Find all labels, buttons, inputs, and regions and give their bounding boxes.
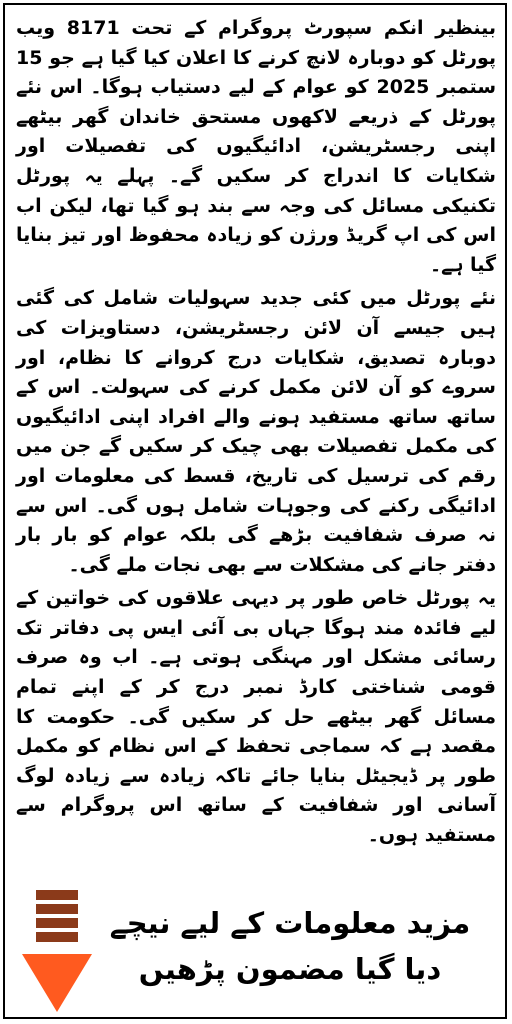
arrow-bar-1 [36,890,78,900]
arrow-bar-3 [36,918,78,928]
read-more-line-2: دیا گیا مضمون پڑھیں [138,952,442,986]
read-more-text[interactable] [80,900,500,992]
article-paragraph-1: بینظیر انکم سپورٹ پروگرام کے تحت 8171 ویب پورٹل کو دوبارہ لانچ کرنے کا اعلان کیا گیا ہے جو 15 ستمبر 2025 کو عوام کے لیے دستیاب ہوگا۔ اس نئے پورٹل کے ذریعے لاکھوں مستحق خاندان گھر بیٹھے اپنی رجسٹریشن، ادائیگیوں کی تفصیلات اور شکایات کا اندراج کر سکیں گے۔ پہلے یہ پورٹل تکنیکی مسائل کی وجہ سے بند ہو گیا تھا، لیکن اب اس کی اپ گریڈ ورژن کو زیادہ محفوظ اور تیز بنایا گیا ہے۔ [16,17,497,276]
article-paragraph-3: یہ پورٹل خاص طور پر دیہی علاقوں کی خواتین کے لیے فائدہ مند ہوگا جہاں بی آئی ایس پی دفاتر تک رسائی مشکل اور مہنگی ہوتی ہے۔ اب وہ صرف قومی شناختی کارڈ نمبر درج کر کے اپنے تمام مسائل گھر بیٹھے حل کر سکیں گی۔ حکومت کا مقصد ہے کہ سماجی تحفظ کے اس نظام کو مکمل طور پر ڈیجیٹل بنایا جائے تاکہ زیادہ سے زیادہ لوگ آسانی اور شفافیت کے ساتھ اس پروگرام سے مستفید ہوں۔ [16,587,496,847]
article-body [16,14,496,855]
article-paragraph-2: نئے پورٹل میں کئی جدید سہولیات شامل کی گئی ہیں جیسے آن لائن رجسٹریشن، دستاویزات کی دوبارہ تصدیق، شکایات درج کروانے کا نظام، اور سروے کو آن لائن مکمل کرنے کی سہولت۔ اس کے ساتھ ساتھ مستفید ہونے والے افراد اپنی ادائیگیوں کی مکمل تفصیلات بھی چیک کر سکیں گے جن میں رقم کی ترسیل کی تاریخ، قسط کی معلومات اور ادائیگی رکنے کی وجوہات شامل ہوں گی۔ اس سے نہ صرف شفافیت بڑھے گی بلکہ عوام کو بار بار دفتر جانے کی مشکلات سے بھی نجات ملے گی۔ [16,287,496,576]
read-more-line-1: مزید معلومات کے لیے نیچے [109,906,471,940]
arrow-bar-2 [36,904,78,914]
arrow-bar-4 [36,932,78,942]
read-more-banner[interactable] [10,888,502,1016]
